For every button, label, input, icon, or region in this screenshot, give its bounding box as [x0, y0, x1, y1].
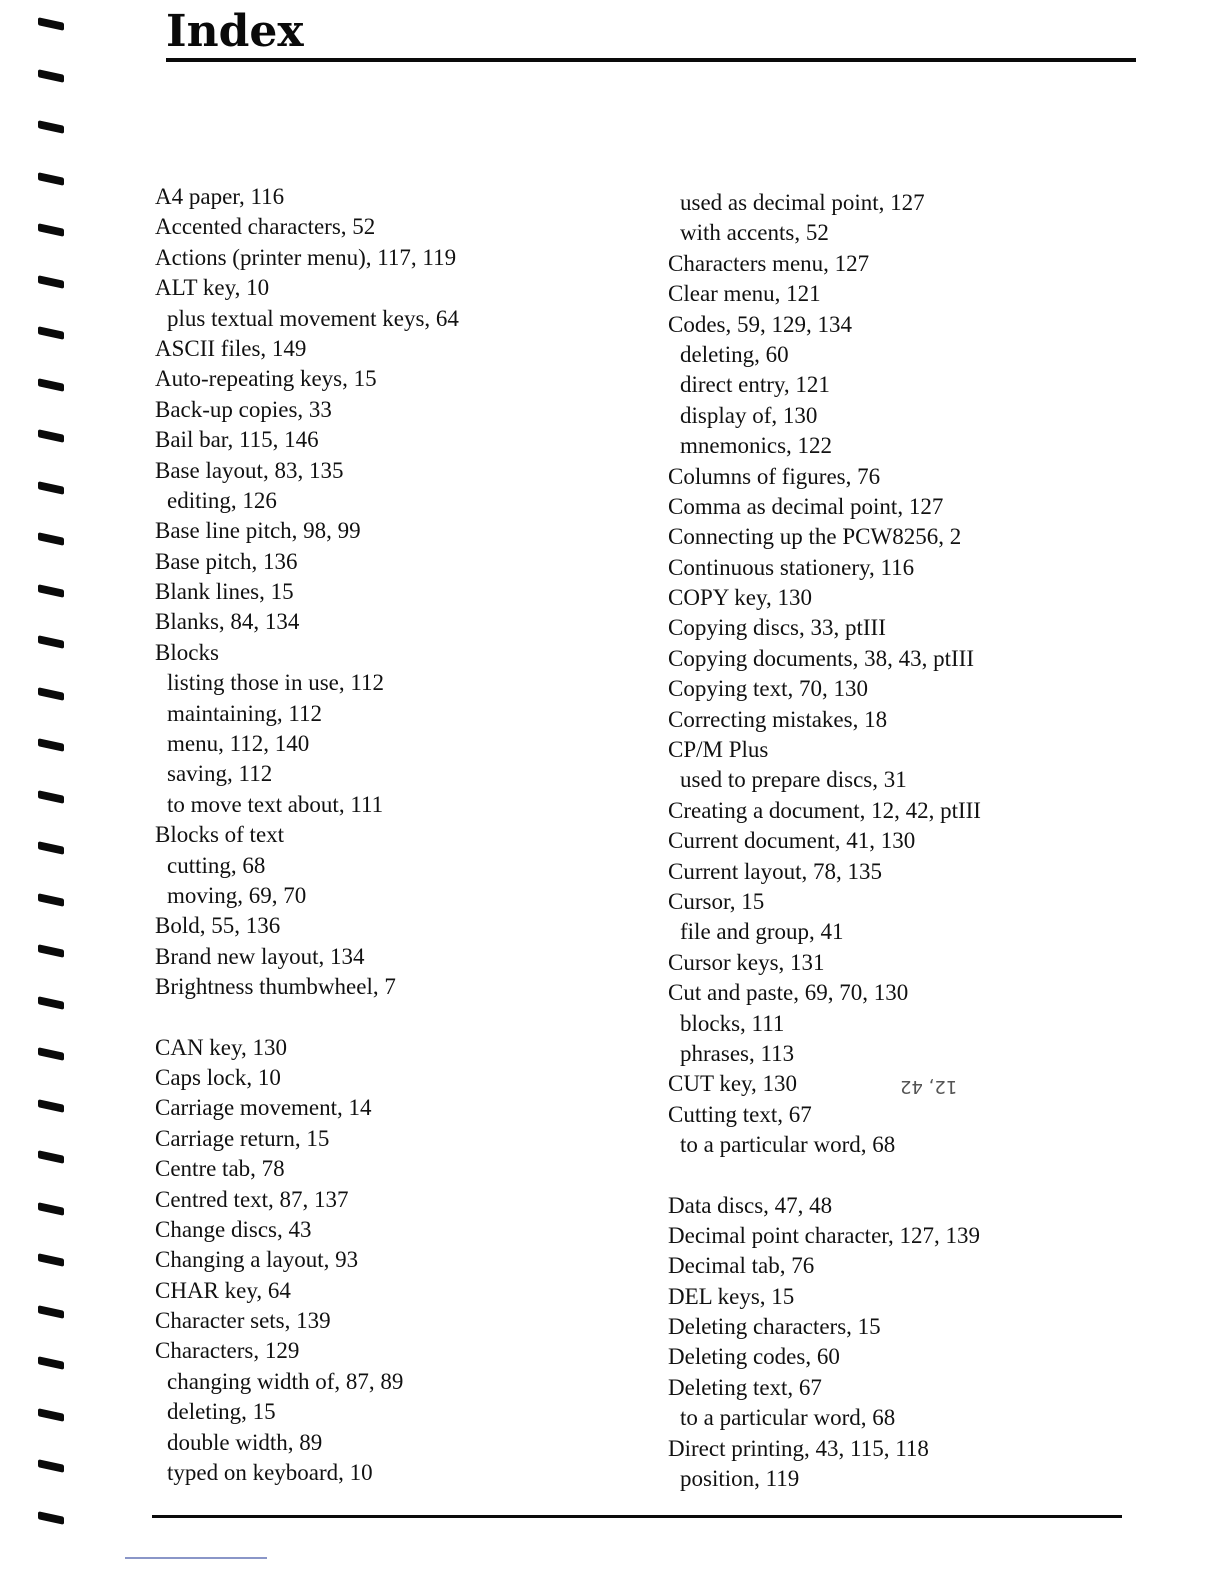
index-subentry: blocks, 111: [680, 1010, 785, 1036]
index-entry: Copying discs, 33, ptIII: [668, 615, 886, 641]
index-entry: Deleting characters, 15: [668, 1314, 881, 1340]
title-rule: [166, 58, 1136, 62]
binding-mark: [38, 1150, 64, 1164]
index-subentry: cutting, 68: [167, 852, 266, 878]
index-entry: Clear menu, 121: [668, 281, 821, 307]
index-column-right: [668, 188, 1138, 1494]
binding-mark: [38, 1253, 64, 1267]
binding-mark: [38, 1047, 64, 1061]
binding-mark: [38, 635, 64, 649]
binding-mark: [38, 944, 64, 958]
index-subentry: with accents, 52: [680, 220, 829, 246]
index-entry: Copying documents, 38, 43, ptIII: [668, 645, 974, 671]
index-subentry: to move text about, 111: [167, 791, 384, 817]
index-subentry: deleting, 60: [680, 341, 789, 367]
index-entry: Centred text, 87, 137: [155, 1186, 349, 1212]
index-subentry: used to prepare discs, 31: [680, 767, 907, 793]
index-entry: Changing a layout, 93: [155, 1247, 359, 1273]
index-entry: CP/M Plus: [668, 737, 769, 763]
index-subentry: position, 119: [680, 1466, 800, 1492]
index-entry: Cutting text, 67: [668, 1101, 812, 1127]
index-entry: Back-up copies, 33: [155, 396, 332, 422]
binding-mark: [38, 1305, 64, 1319]
index-entry: CAN key, 130: [155, 1034, 288, 1060]
index-entry: Accented characters, 52: [155, 214, 376, 240]
index-entry: Direct printing, 43, 115, 118: [668, 1435, 929, 1461]
footer-rule: [152, 1515, 1122, 1518]
page-title: Index: [166, 6, 304, 57]
binding-mark: [38, 326, 64, 340]
index-subentry: phrases, 113: [680, 1040, 795, 1066]
index-entry: Columns of figures, 76: [668, 463, 881, 489]
index-subentry: saving, 112: [167, 761, 273, 787]
index-entry: DEL keys, 15: [668, 1283, 795, 1309]
index-subentry: file and group, 41: [680, 919, 844, 945]
binding-mark: [38, 378, 64, 392]
index-entry: Copying text, 70, 130: [668, 676, 868, 702]
binding-mark: [38, 1099, 64, 1113]
index-subentry: to a particular word, 68: [680, 1405, 896, 1431]
index-entry: Carriage movement, 14: [155, 1095, 372, 1121]
binding-edge: [38, 20, 84, 1560]
index-entry: Cut and paste, 69, 70, 130: [668, 980, 909, 1006]
index-entry: Connecting up the PCW8256, 2: [668, 524, 962, 550]
index-column-left: [155, 182, 625, 1488]
binding-mark: [38, 584, 64, 598]
index-entry: Deleting codes, 60: [668, 1344, 840, 1370]
index-subentry: direct entry, 121: [680, 372, 830, 398]
binding-mark: [38, 532, 64, 546]
index-entry: Characters menu, 127: [668, 250, 870, 276]
index-entry: Correcting mistakes, 18: [668, 706, 888, 732]
index-entry: Brightness thumbwheel, 7: [155, 974, 396, 1000]
index-entry: Cursor keys, 131: [668, 949, 825, 975]
index-entry: Base pitch, 136: [155, 548, 298, 574]
binding-mark: [38, 429, 64, 443]
binding-mark: [38, 17, 64, 31]
index-entry: Bold, 55, 136: [155, 913, 281, 939]
index-entry: Base layout, 83, 135: [155, 457, 344, 483]
index-entry: Actions (printer menu), 117, 119: [155, 244, 457, 270]
index-entry: Blocks of text: [155, 822, 285, 848]
index-entry: Blocks: [155, 639, 219, 665]
binding-mark: [38, 223, 64, 237]
binding-mark: [38, 481, 64, 495]
index-entry: Cursor, 15: [668, 888, 765, 914]
index-entry: Brand new layout, 134: [155, 943, 365, 969]
binding-mark: [38, 1408, 64, 1422]
index-entry: Decimal tab, 76: [668, 1253, 815, 1279]
index-entry: Comma as decimal point, 127: [668, 493, 944, 519]
index-subentry: menu, 112, 140: [167, 731, 310, 757]
binding-mark: [38, 841, 64, 855]
index-entry: Codes, 59, 129, 134: [668, 311, 852, 337]
index-entry: Creating a document, 12, 42, ptIII: [668, 797, 981, 823]
index-entry: Current layout, 78, 135: [668, 858, 882, 884]
binding-mark: [38, 687, 64, 701]
index-entry: ALT key, 10: [155, 275, 270, 301]
index-entry: Data discs, 47, 48: [668, 1192, 833, 1218]
binding-mark: [38, 1356, 64, 1370]
index-subentry: typed on keyboard, 10: [167, 1460, 373, 1486]
index-subentry: to a particular word, 68: [680, 1132, 896, 1158]
index-gap: [668, 1161, 1138, 1191]
binding-mark: [38, 69, 64, 83]
index-entry: Centre tab, 78: [155, 1156, 285, 1182]
binding-mark: [38, 790, 64, 804]
index-subentry: maintaining, 112: [167, 700, 323, 726]
index-entry: Blank lines, 15: [155, 579, 294, 605]
index-entry: Deleting text, 67: [668, 1374, 822, 1400]
index-entry: CUT key, 130: [668, 1071, 798, 1097]
index-subentry: editing, 126: [167, 487, 277, 513]
index-entry: Current document, 41, 130: [668, 828, 916, 854]
binding-mark: [38, 1459, 64, 1473]
index-subentry: deleting, 15: [167, 1399, 276, 1425]
binding-mark: [38, 1202, 64, 1216]
binding-mark: [38, 275, 64, 289]
index-entry: Auto-repeating keys, 15: [155, 366, 377, 392]
index-entry: Decimal point character, 127, 139: [668, 1222, 981, 1248]
binding-mark: [38, 172, 64, 186]
index-entry: ASCII files, 149: [155, 335, 307, 361]
binding-mark: [38, 1511, 64, 1525]
index-gap: [155, 1003, 625, 1033]
index-subentry: changing width of, 87, 89: [167, 1368, 404, 1394]
index-subentry: plus textual movement keys, 64: [167, 305, 459, 331]
index-subentry: mnemonics, 122: [680, 433, 833, 459]
index-subentry: double width, 89: [167, 1429, 323, 1455]
index-entry: Character sets, 139: [155, 1308, 331, 1334]
bleed-through-text: 12, 42: [900, 1076, 958, 1097]
index-entry: A4 paper, 116: [155, 184, 285, 209]
index-entry: Blanks, 84, 134: [155, 609, 300, 635]
index-entry: Bail bar, 115, 146: [155, 427, 319, 453]
index-subentry: used as decimal point, 127: [680, 190, 925, 215]
index-subentry: moving, 69, 70: [167, 882, 307, 908]
index-entry: Continuous stationery, 116: [668, 554, 915, 580]
page-edge-mark: [125, 1557, 267, 1559]
binding-mark: [38, 996, 64, 1010]
index-entry: Change discs, 43: [155, 1216, 312, 1242]
binding-mark: [38, 120, 64, 134]
index-subentry: display of, 130: [680, 402, 818, 428]
index-entry: CHAR key, 64: [155, 1277, 291, 1303]
binding-mark: [38, 893, 64, 907]
index-entry: Carriage return, 15: [155, 1125, 330, 1151]
index-entry: Characters, 129: [155, 1338, 300, 1364]
index-entry: COPY key, 130: [668, 585, 812, 611]
binding-mark: [38, 738, 64, 752]
index-subentry: listing those in use, 112: [167, 670, 385, 696]
index-entry: Base line pitch, 98, 99: [155, 518, 361, 544]
index-entry: Caps lock, 10: [155, 1064, 281, 1090]
